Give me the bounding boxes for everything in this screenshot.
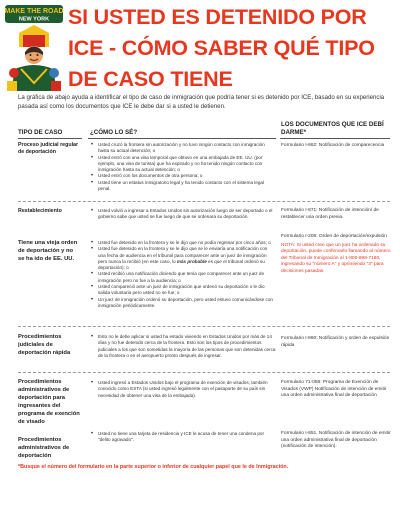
list-item: • Usted tiene un estatus inmigratorio legal y ha tenido contacto con el sistema legal penal. <box>91 179 264 192</box>
doc-text: Formulario I-205: Orden de deportación/expulsión <box>281 234 387 239</box>
page-title <box>68 2 398 95</box>
row-divider <box>18 201 390 202</box>
row-items-deportacion-rapida <box>90 334 276 359</box>
header-underline <box>88 138 276 139</box>
header-underline <box>280 138 390 139</box>
header-underline <box>18 138 82 139</box>
title-line-2: ICE - CÓMO SABER QUÉ TIPO <box>68 36 375 60</box>
row-label-vieja-orden: Tiene una vieja orden de deportación y no se ha ido de EE. UU. <box>18 240 78 262</box>
list-item: • Usted ingresó a Estados Unidos bajo el programa de exención de visados, también conocido como ESTA (si usted ingresó legalmente con el pasaporte de su país sin necesidad de obtener una visa de la embajada). <box>91 380 268 398</box>
row-divider <box>18 326 390 327</box>
list-item: • Usted entró con los documentos de otra persona; o <box>91 173 203 180</box>
row-items-proceso-regular <box>90 142 276 192</box>
title-line-1: SI USTED ES DETENIDO POR <box>68 5 367 29</box>
list-item: • Usted cruzó la frontera sin autorización y no tuvo ningún contacto con inmigración hasta su actual detención; o <box>91 142 265 154</box>
make-the-road-logo <box>3 3 65 93</box>
emphasis-text: más probable <box>176 258 207 264</box>
row-items-vieja-orden <box>90 240 276 309</box>
row-doc-deportacion-rapida: Formulario I-860: Notificación y orden de expulsión rápida <box>281 336 390 348</box>
list-item: • Usted fue detenido en la frontera y se le dijo que no podía regresar por cinco años; o <box>91 240 271 246</box>
row-items-restablecimiento <box>90 208 276 221</box>
row-doc-proceso-regular: Formulario I-862: Notificación de comparecencia <box>281 143 385 148</box>
row-label-deportacion-rapida: Procedimientos judiciales de deportación rápida <box>18 334 71 356</box>
row-label-administrativos: Procedimientos administrativos de deportación <box>18 437 70 459</box>
row-label-proceso-regular: Proceso judicial regular de deportación <box>18 142 79 156</box>
header-documentos: LOS DOCUMENTOS QUE ICE DEBÍ DARME* <box>281 121 384 136</box>
row-items-exencion-visado <box>90 380 276 399</box>
row-doc-administrativos: Formulario I-851, Notificación de intención de emitir una orden administrativa final de deportación (notificación de intención). <box>281 431 391 449</box>
list-item: • Un juez de inmigración ordenó su deportación, pero usted estuvo comunicándose con inmigración periódicamente. <box>91 296 273 308</box>
list-item: • Usted fue detenido en la frontera y se le dijo que se le enviaría una notificación con una fecha de audiencia en el tribunal para comparecer ante un juez de inmigración pero nunca la recibió (en este caso, lo más probable es que el tribunal ordenó su deportación); o <box>91 246 268 271</box>
row-label-exencion-visado: Procedimientos administrativos de deportación para ingresantes del programa de exención de visado <box>18 379 80 425</box>
row-items-administrativos <box>90 431 276 444</box>
svg-text:NEW YORK: NEW YORK <box>18 16 50 23</box>
row-doc-exencion-visado: Formulario 71-058: Programa de Exención de Visados (VWP) Notificación de intención de emitir una orden administrativa final de deportación <box>281 380 387 398</box>
title-line-3: DE CASO TIENE <box>68 67 233 91</box>
header-tipo-de-caso: TIPO DE CASO <box>18 129 63 136</box>
row-doc-restablecimiento: Formulario I-871: Notificación de intención/ de restablecer una orden previa. <box>281 208 379 220</box>
list-item: • Usted recibió una notificación diciendo que tenía que comparecer ante un juez de inmigración pero no fue a la audiencia; o <box>91 271 264 283</box>
immigration-court-note: NOTA: Si usted cree que un juez ha ordenado su deportación, puede confirmarlo llamando al número del Tribunal de Inmigración al 1-800-898-7180, ingresando su "número A" y oprimiendo "3" para decisiones pasadas. <box>281 242 391 274</box>
svg-text:MAKE THE ROAD: MAKE THE ROAD <box>4 8 64 15</box>
list-item: • Esto no le debe aplicar si usted ha estado viviendo en Estados Unidos por más de 14 días y no fue detenido cerca de la frontera. Esto son los tipos de procedimientos judiciales a los que son sometidas la mayoría de las personas que son detenidas cerca de la frontera o en el aeropuerto pronto después de ingresar. <box>91 334 276 358</box>
list-item: • Usted no tiene una tarjeta de residencia y ICE le acusa de tener una condena por "delito agravado". <box>91 431 264 443</box>
intro-paragraph: La gráfica de abajo ayuda a identificar el tipo de caso de inmigración que podría tener si es detenido por ICE, basado en su experiencia pasada así como los documentos que ICE le debe dar si a usted le detienen. <box>18 94 385 110</box>
row-label-restablecimiento: Restablecimiento <box>18 208 62 214</box>
row-divider <box>18 372 390 373</box>
list-item: • Usted volvió a ingresar a Estados Unidos sin autorización luego de ser deportado o el gobierno sabe que usted se fue luego de que se ordenara su deportación. <box>91 208 273 220</box>
list-item: • Usted entró con una visa temporal que obtuvo en una embajada de EE. UU. (por ejemplo, una visa de turista) que ha expirado y no ha tenido ningún contacto con inmigración hasta su actual detención; o <box>91 154 263 173</box>
header-como-lo-se: ¿CÓMO LO SÉ? <box>90 129 138 136</box>
list-item: • Usted compareció ante un juez de inmigración que ordenó su deportación o le dio salida voluntaria pero usted no se fue; o <box>91 284 265 296</box>
footnote: *Busque el número del formulario en la parte superior o inferior de cualquier papel que le de Inmigración. <box>18 464 289 470</box>
row-doc-vieja-orden <box>281 234 391 275</box>
